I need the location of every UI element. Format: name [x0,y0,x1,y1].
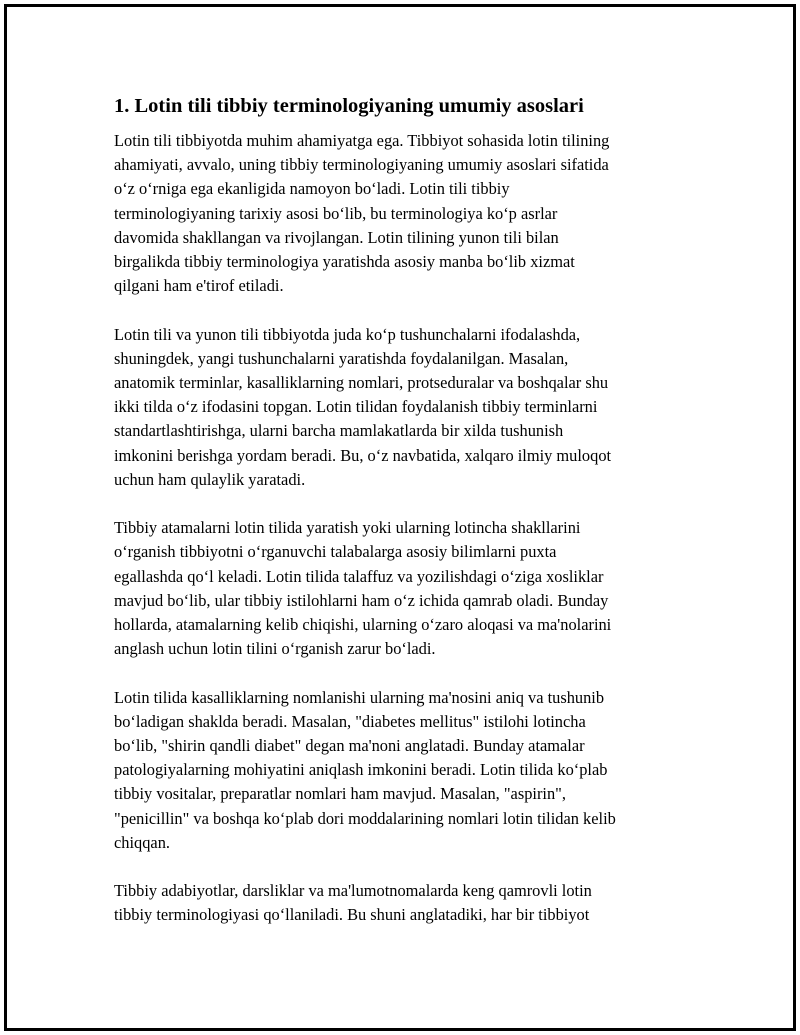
text-line: tibbiy vositalar, preparatlar nomlari ham mavjud. Masalan, "aspirin", [114,784,566,804]
text-line: qilgani ham e'tirof etiladi. [114,276,284,296]
text-line: anatomik terminlar, kasalliklarning nomlari, protseduralar va boshqalar shu [114,373,609,393]
text-line: mavjud bo‘lib, ular tibbiy istilohlarni ham o‘z ichida qamrab oladi. Bunday [114,590,609,610]
text-line: shuningdek, yangi tushunchalarni yaratishda foydalanilgan. Masalan, [114,348,569,368]
text-line: bo‘lib, "shirin qandli diabet" degan ma'noni anglatadi. Bunday atamalar [114,736,585,756]
text-line: uchun ham qulaylik yaratadi. [114,469,306,489]
text-line: bo‘ladigan shaklda beradi. Masalan, "diabetes mellitus" istilohi lotincha [114,711,586,731]
text-line: terminologiyaning tarixiy asosi bo‘lib, bu terminologiya ko‘p asrlar [114,203,558,223]
document-body [114,92,690,928]
text-line: Lotin tili tibbiyotda muhim ahamiyatga ega. Tibbiyot sohasida lotin tilining [114,131,610,150]
text-line: tibbiy terminologiyasi qo‘llaniladi. Bu shuni anglatadiki, har bir tibbiyot [114,905,590,925]
text-line: imkonini berishga yordam beradi. Bu, o‘z navbatida, xalqaro ilmiy muloqot [114,445,612,465]
text-line: o‘rganish tibbiyotni o‘rganuvchi talabalarga asosiy bilimlarni puxta [114,542,557,562]
text-line: Tibbiy atamalarni lotin tilida yaratish yoki ularning lotincha shakllarini [114,518,581,538]
text-line: birgalikda tibbiy terminologiya yaratishda asosiy manba bo‘lib xizmat [114,252,575,272]
paragraph-1 [114,129,690,298]
text-line: egallashda qo‘l keladi. Lotin tilida talaffuz va yozilishdagi o‘ziga xosliklar [114,566,604,586]
text-line: o‘z o‘rniga ega ekanligida namoyon bo‘ladi. Lotin tili tibbiy [114,179,510,199]
text-line: chiqqan. [114,832,170,852]
paragraph-3 [114,516,690,661]
text-line: davomida shakllangan va rivojlangan. Lotin tilining yunon tili bilan [114,227,559,247]
text-line: ahamiyati, avvalo, uning tibbiy terminologiyaning umumiy asoslari sifatida [114,155,609,175]
text-line: "penicillin" va boshqa ko‘plab dori moddalarining nomlari lotin tilidan kelib [114,808,616,828]
text-line: Tibbiy adabiyotlar, darsliklar va ma'lumotnomalarda keng qamrovli lotin [114,881,592,901]
text-line: ikki tilda o‘z ifodasini topgan. Lotin tilidan foydalanish tibbiy terminlarni [114,397,598,417]
text-line: patologiyalarning mohiyatini aniqlash imkonini beradi. Lotin tilida ko‘plab [114,760,608,780]
text-line: anglash uchun lotin tilini o‘rganish zarur bo‘ladi. [114,639,436,659]
paragraph-2 [114,323,690,492]
text-line: hollarda, atamalarning kelib chiqishi, ularning o‘zaro aloqasi va ma'nolarini [114,615,612,635]
document-title: 1. Lotin tili tibbiy terminologiyaning umumiy asoslari [114,95,584,117]
text-line: Lotin tili va yunon tili tibbiyotda juda ko‘p tushunchalarni ifodalashda, [114,324,581,344]
paragraph-5 [114,879,690,927]
paragraph-4 [114,686,690,855]
text-line: Lotin tilida kasalliklarning nomlanishi ularning ma'nosini aniq va tushunib [114,687,605,707]
text-line: standartlashtirishga, ularni barcha mamlakatlarda bir xilda tushunish [114,421,564,441]
